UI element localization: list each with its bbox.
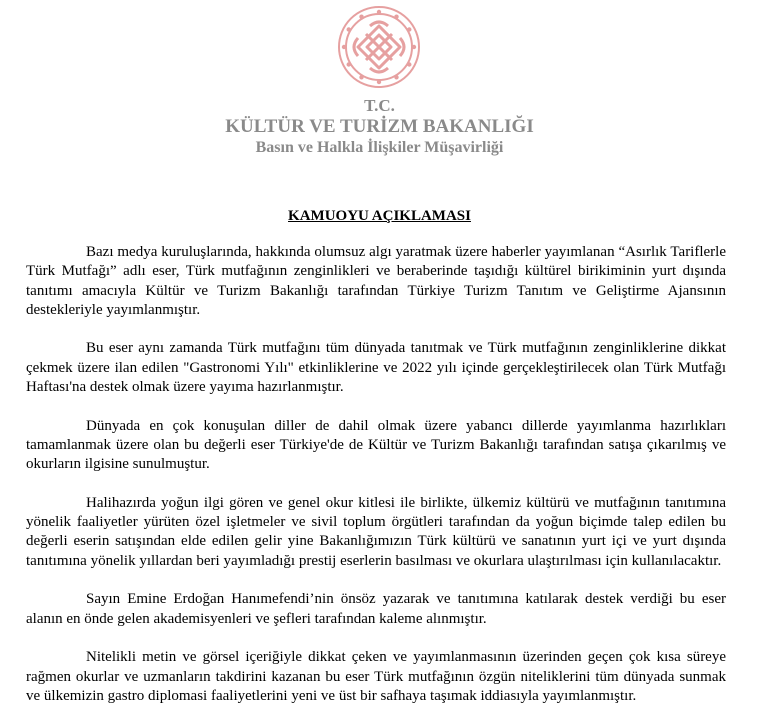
paragraph: Halihazırda yoğun ilgi gören ve genel okur kitlesi ile birlikte, ülkemiz kültürü ve mutfağının tanıtımına yönelik faaliyetler yürüten özel işletmeler ve sivil toplum örgütleri tarafından da yoğun biçimde talep edilen bu değerli eserin satışından elde edilen gelir yine Bakanlığımızın Türk kültürü ve sanatının yurt içi ve yurt dışında tanıtımına yönelik yıllardan beri yayımladığı prestij eserlerin basılması ve okurlara ulaştırılması için kullanılacaktır. — [26, 494, 726, 569]
document-title: KAMUOYU AÇIKLAMASI — [288, 208, 471, 224]
paragraph: Nitelikli metin ve görsel içeriğiyle dikkat çeken ve yayımlanmasının üzerinden geçen çok kısa süreye rağmen okurlar ve uzmanların takdirini kazanan bu eser Türk mutfağının özgün niteliklerini tüm dünyada sunmak ve ülkemizin gastro diplomasi faaliyetlerini yeni ve üst bir safhaya taşımak iddiasıyla yayımlanmıştır. — [26, 649, 726, 704]
org-country-label: T.C. — [364, 96, 395, 115]
department-name: Basın ve Halkla İlişkiler Müşavirliği — [255, 139, 504, 156]
document-body — [26, 243, 726, 725]
paragraph: Sayın Emine Erdoğan Hanımefendi’nin önsöz yazarak ve tanıtımına katılarak destek verdiği bu eser alanın en önde gelen akademisyenleri ve şefleri tarafından kaleme alınmıştır. — [26, 591, 726, 627]
paragraph: Bu eser aynı zamanda Türk mutfağını tüm dünyada tanıtmak ve Türk mutfağının zenginliklerine dikkat çekmek üzere ilan edilen "Gastronomi Yılı" etkinliklerine ve 2022 yılı içinde gerçekleştirilecek olan Türk Mutfağı Haftası'na destek olmak üzere yayıma hazırlanmıştır. — [26, 340, 726, 396]
ministry-name: KÜLTÜR VE TURİZM BAKANLIĞI — [225, 116, 534, 137]
ministry-seal-icon — [336, 4, 422, 90]
paragraph: Bazı medya kuruluşlarında, hakkında olumsuz algı yaratmak üzere haberler yayımlanan “Asırlık Tariflerle Türk Mutfağı” adlı eser, Türk mutfağının zenginlikleri ve beraberinde taşıdığı kültürel birikiminin yurt dışında tanıtımı amacıyla Kültür ve Turizm Bakanlığı tarafından Türkiye Turizm Tanıtım ve Geliştirme Ajansının destekleriyle yayımlanmıştır. — [26, 244, 726, 318]
paragraph: Dünyada en çok konuşulan diller de dahil olmak üzere yabancı dillerde yayımlanma hazırlıkları tamamlanmak üzere olan bu değerli eser Türkiye'de de Kültür ve Turizm Bakanlığı tarafından satışa çıkarılmış ve okurların ilgisine sunulmuştur. — [26, 417, 726, 473]
